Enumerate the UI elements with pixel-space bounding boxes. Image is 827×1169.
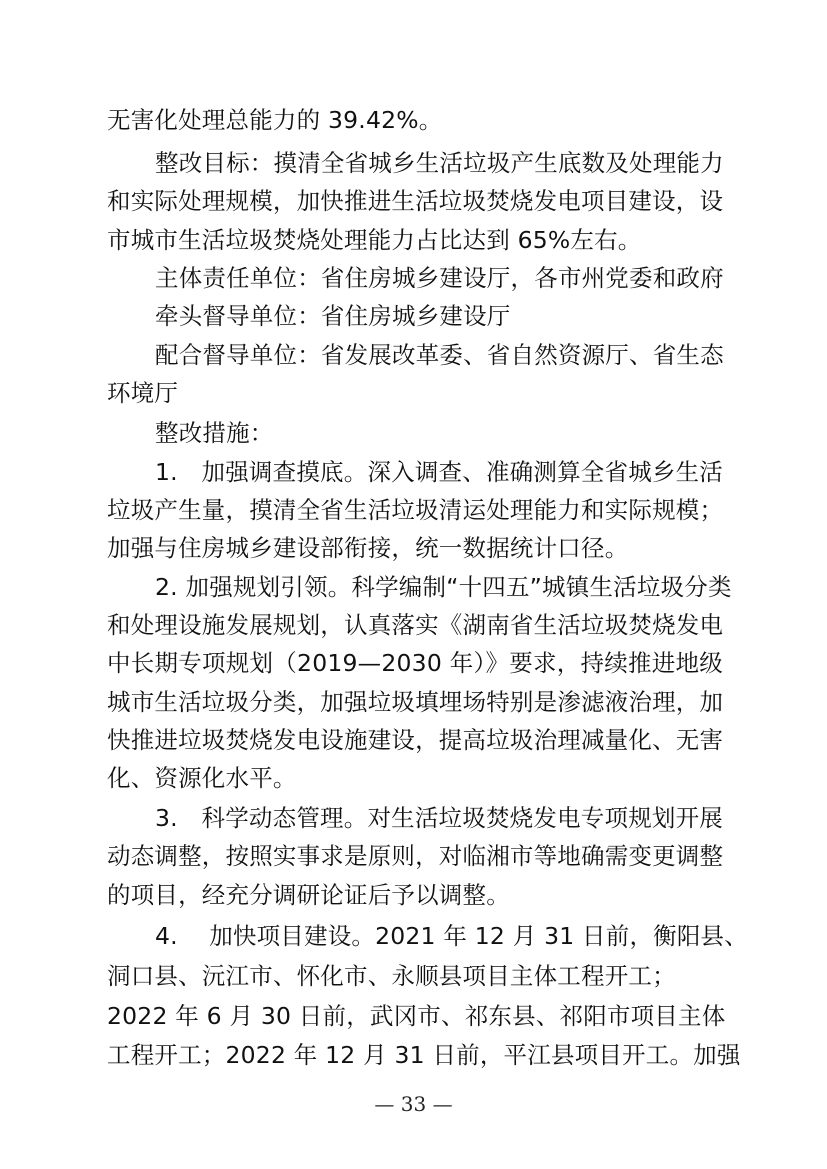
text-line: 洞口县、沅江市、怀化市、永顺县项目主体工程开工； [107, 962, 676, 990]
text-line: 城市生活垃圾分类，加强垃圾填埋场特别是渗滤液治理，加 [107, 688, 724, 716]
text-line: 2022 年 6 月 30 日前，武冈市、祁东县、祁阳市项目主体 [107, 1002, 726, 1030]
text-line: 市城市生活垃圾焚烧处理能力占比达到 65%左右。 [107, 226, 642, 254]
text-line: 2. 加强规划引领。科学编制“十四五”城镇生活垃圾分类 [155, 573, 732, 601]
text-line: 配合督导单位：省发展改革委、省自然资源厅、省生态 [155, 341, 724, 369]
text-line: 3. 科学动态管理。对生活垃圾焚烧发电专项规划开展 [155, 804, 723, 832]
text-line: 和实际处理规模，加快推进生活垃圾焚烧发电项目建设，设 [107, 187, 724, 215]
text-line: 加强与住房城乡建设部衔接，统一数据统计口径。 [107, 534, 629, 562]
text-line: 无害化处理总能力的 39.42%。 [107, 106, 443, 134]
text-line: 整改措施： [155, 419, 274, 447]
text-line: 主体责任单位：省住房城乡建设厅，各市州党委和政府 [155, 264, 724, 292]
text-line: 化、资源化水平。 [107, 764, 297, 792]
text-line: 动态调整，按照实事求是原则，对临湘市等地确需变更调整 [107, 842, 724, 870]
text-line: 环境厅 [107, 379, 179, 407]
text-line: 工程开工；2022 年 12 月 31 日前，平江县项目开工。加强 [107, 1041, 741, 1069]
text-line: 垃圾产生量，摸清全省生活垃圾清运处理能力和实际规模； [107, 496, 724, 524]
text-line: 牵头督导单位：省住房城乡建设厅 [155, 302, 511, 330]
text-line: 4. 加快项目建设。2021 年 12 月 31 日前，衡阳县、 [155, 922, 748, 950]
text-line: 和处理设施发展规划，认真落实《湖南省生活垃圾焚烧发电 [107, 611, 724, 639]
text-line: 快推进垃圾焚烧发电设施建设，提高垃圾治理减量化、无害 [107, 726, 724, 754]
text-line: 整改目标：摸清全省城乡生活垃圾产生底数及处理能力 [155, 149, 724, 177]
text-line: 中长期专项规划（2019—2030 年）》要求，持续推进地级 [107, 649, 723, 677]
text-line: 1. 加强调查摸底。深入调查、准确测算全省城乡生活 [155, 458, 723, 486]
text-line: 的项目，经充分调研论证后予以调整。 [107, 881, 510, 909]
page-number: — 33 — [374, 1092, 453, 1116]
